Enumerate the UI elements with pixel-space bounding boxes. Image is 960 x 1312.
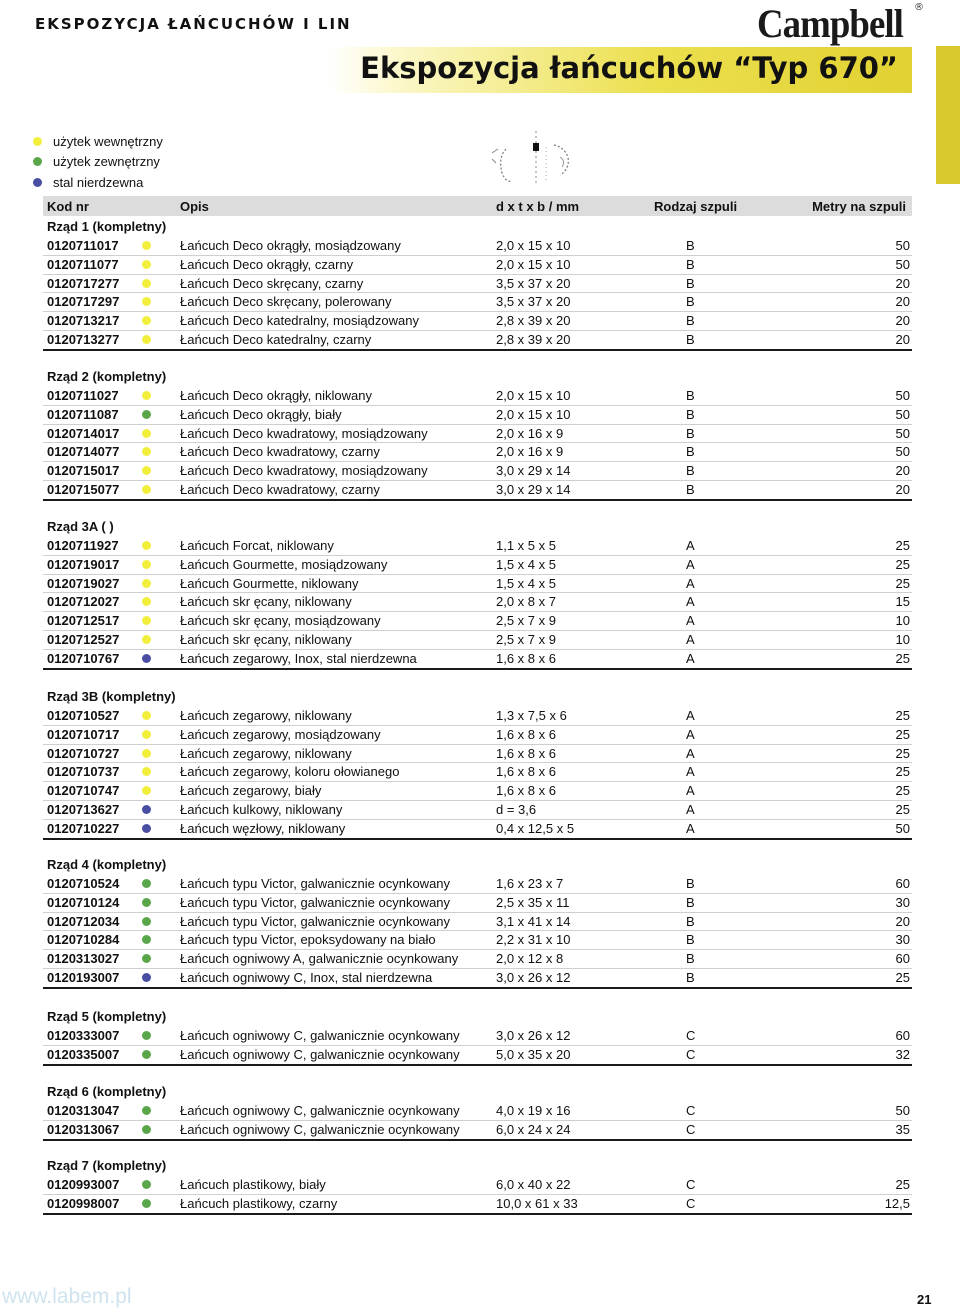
table-row xyxy=(43,405,912,425)
legend-item-stainless xyxy=(33,172,163,193)
indoor-dot-icon xyxy=(142,786,151,795)
spool-type: B xyxy=(686,256,695,272)
product-dimensions: 3,0 x 26 x 12 xyxy=(496,970,571,985)
product-description: Łańcuch zegarowy, mosiądzowany xyxy=(180,726,381,742)
spool-type: B xyxy=(686,313,695,329)
product-dimensions: 3,5 x 37 x 20 xyxy=(496,294,571,310)
product-dimensions: 2,8 x 39 x 20 xyxy=(496,332,571,347)
product-code: 0120313067 xyxy=(47,1121,120,1137)
header-description: Opis xyxy=(180,199,209,214)
product-dimensions: 2,0 x 16 x 9 xyxy=(496,425,564,441)
product-dimensions: 2,0 x 8 x 7 xyxy=(496,594,556,610)
spool-type: B xyxy=(686,444,695,460)
product-dimensions: 2,2 x 31 x 10 xyxy=(496,932,571,948)
meters-per-spool: 20 xyxy=(895,275,910,291)
meters-per-spool: 25 xyxy=(895,1177,910,1192)
meters-per-spool: 60 xyxy=(895,876,910,891)
product-code: 0120717277 xyxy=(47,275,120,291)
product-code: 0120713277 xyxy=(47,332,120,347)
product-dimensions: 2,0 x 15 x 10 xyxy=(496,406,571,422)
product-dimensions: 2,5 x 7 x 9 xyxy=(496,613,556,629)
header-code: Kod nr xyxy=(47,199,89,214)
meters-per-spool: 25 xyxy=(895,650,910,666)
table-row xyxy=(43,968,912,989)
chain-link-diagram-icon xyxy=(484,127,584,189)
spool-type: A xyxy=(686,575,695,591)
legend-item-indoor xyxy=(33,131,163,152)
product-code: 0120710124 xyxy=(47,894,120,910)
product-code: 0120711077 xyxy=(47,256,119,272)
legend-label: użytek zewnętrzny xyxy=(53,154,160,170)
table-row xyxy=(43,1045,912,1066)
product-dimensions: 1,6 x 8 x 6 xyxy=(496,726,556,742)
outdoor-dot-icon xyxy=(142,1031,151,1040)
meters-per-spool: 25 xyxy=(895,970,910,985)
spool-type: B xyxy=(686,294,695,310)
product-code: 0120333007 xyxy=(47,1028,120,1043)
indoor-dot-icon xyxy=(142,447,151,456)
product-code: 0120711027 xyxy=(47,388,119,403)
table-row xyxy=(43,555,912,575)
product-description: Łańcuch Deco skręcany, czarny xyxy=(180,275,364,291)
product-dimensions: 6,0 x 24 x 24 xyxy=(496,1121,571,1137)
table-row xyxy=(43,874,912,894)
product-description: Łańcuch Deco skręcany, polerowany xyxy=(180,294,392,310)
meters-per-spool: 35 xyxy=(895,1121,910,1137)
table-row xyxy=(43,1101,912,1121)
product-description: Łańcuch Deco okrągły, biały xyxy=(180,406,342,422)
product-code: 0120313047 xyxy=(47,1103,120,1118)
spool-type: B xyxy=(686,406,695,422)
meters-per-spool: 50 xyxy=(895,1103,910,1118)
product-dimensions: 1,6 x 8 x 6 xyxy=(496,745,556,761)
spool-type: A xyxy=(686,613,695,629)
table-row xyxy=(43,292,912,312)
product-dimensions: 3,0 x 29 x 14 xyxy=(496,463,571,479)
group-title: Rząd 3B (kompletny) xyxy=(47,689,176,704)
product-code: 0120313027 xyxy=(47,951,120,967)
table-row xyxy=(43,611,912,631)
product-dimensions: 1,5 x 4 x 5 xyxy=(496,556,556,572)
spool-type: A xyxy=(686,802,695,817)
legend-label: użytek wewnętrzny xyxy=(53,133,163,149)
spool-type: C xyxy=(686,1121,696,1137)
product-dimensions: 4,0 x 19 x 16 xyxy=(496,1103,571,1118)
indoor-dot-icon xyxy=(142,316,151,325)
meters-per-spool: 25 xyxy=(895,745,910,761)
spool-type: C xyxy=(686,1028,696,1043)
outdoor-dot-icon xyxy=(142,1180,151,1189)
product-code: 0120712034 xyxy=(47,913,120,929)
indoor-dot-icon xyxy=(142,711,151,720)
outdoor-dot-icon xyxy=(142,917,151,926)
product-code: 0120710767 xyxy=(47,650,120,666)
product-description: Łańcuch Deco okrągły, niklowany xyxy=(180,388,372,403)
product-description: Łańcuch kulkowy, niklowany xyxy=(180,802,343,817)
product-dimensions: 2,0 x 15 x 10 xyxy=(496,388,571,403)
product-code: 0120710284 xyxy=(47,932,120,948)
product-code: 0120715017 xyxy=(47,463,120,479)
product-code: 0120712517 xyxy=(47,613,120,629)
indoor-dot-icon xyxy=(142,485,151,494)
meters-per-spool: 25 xyxy=(895,538,910,553)
spool-type: A xyxy=(686,538,695,553)
product-description: Łańcuch Gourmette, niklowany xyxy=(180,575,359,591)
product-code: 0120710727 xyxy=(47,745,120,761)
product-code: 0120717297 xyxy=(47,294,120,310)
indoor-dot-icon xyxy=(142,749,151,758)
product-dimensions: 1,6 x 23 x 7 xyxy=(496,876,564,891)
product-description: Łańcuch ogniwowy C, galwanicznie ocynkowany xyxy=(180,1046,460,1062)
meters-per-spool: 20 xyxy=(895,463,910,479)
product-dimensions: 2,0 x 15 x 10 xyxy=(496,238,571,253)
product-description: Łańcuch Deco kwadratowy, mosiądzowany xyxy=(180,463,428,479)
product-code: 0120714017 xyxy=(47,425,120,441)
table-row xyxy=(43,255,912,275)
table-row xyxy=(43,574,912,594)
spool-type: B xyxy=(686,275,695,291)
spool-type: A xyxy=(686,764,695,780)
legend xyxy=(33,131,163,193)
meters-per-spool: 10 xyxy=(895,632,910,647)
product-description: Łańcuch Deco okrągły, czarny xyxy=(180,256,354,272)
group-title: Rząd 6 (kompletny) xyxy=(47,1084,167,1099)
indoor-dot-icon xyxy=(142,635,151,644)
indoor-dot-icon xyxy=(142,541,151,550)
spool-type: C xyxy=(686,1195,696,1211)
brand-logo: Campbell xyxy=(757,1,903,46)
product-code: 0120711927 xyxy=(47,538,119,553)
group-title: Rząd 7 (kompletny) xyxy=(47,1158,167,1173)
table-row xyxy=(43,480,912,501)
page-number: 21 xyxy=(917,1292,932,1307)
header-meters: Metry na szpuli xyxy=(812,199,906,214)
table-row xyxy=(43,592,912,612)
indoor-dot-icon xyxy=(142,466,151,475)
product-code: 0120719027 xyxy=(47,575,120,591)
product-description: Łańcuch zegarowy, Inox, stal nierdzewna xyxy=(180,650,417,666)
outdoor-dot-icon xyxy=(142,1050,151,1059)
product-description: Łańcuch Gourmette, mosiądzowany xyxy=(180,556,388,572)
product-description: Łańcuch zegarowy, biały xyxy=(180,783,322,799)
table-row xyxy=(43,706,912,726)
product-dimensions: 1,6 x 8 x 6 xyxy=(496,783,556,799)
meters-per-spool: 10 xyxy=(895,613,910,629)
product-dimensions: 1,1 x 5 x 5 xyxy=(496,538,556,553)
table-row xyxy=(43,949,912,969)
meters-per-spool: 25 xyxy=(895,556,910,572)
product-description: Łańcuch ogniwowy C, galwanicznie ocynkowany xyxy=(180,1103,460,1118)
table-row xyxy=(43,819,912,840)
indoor-dot-icon xyxy=(142,597,151,606)
product-code: 0120711017 xyxy=(47,238,119,253)
meters-per-spool: 32 xyxy=(895,1046,910,1062)
meters-per-spool: 25 xyxy=(895,783,910,799)
meters-per-spool: 50 xyxy=(895,425,910,441)
spool-type: B xyxy=(686,970,695,985)
product-code: 0120710747 xyxy=(47,783,120,799)
spool-type: A xyxy=(686,783,695,799)
product-code: 0120993007 xyxy=(47,1177,120,1192)
stainless-dot-icon xyxy=(142,654,151,663)
product-description: Łańcuch Deco okrągły, mosiądzowany xyxy=(180,238,401,253)
indoor-dot-icon xyxy=(142,391,151,400)
product-dimensions: 3,5 x 37 x 20 xyxy=(496,275,571,291)
product-code: 0120998007 xyxy=(47,1195,120,1211)
product-code: 0120710227 xyxy=(47,820,120,836)
product-code: 0120713217 xyxy=(47,313,120,329)
meters-per-spool: 25 xyxy=(895,764,910,780)
group-title: Rząd 2 (kompletny) xyxy=(47,369,167,384)
table-row xyxy=(43,744,912,764)
spool-type: B xyxy=(686,388,695,403)
product-description: Łańcuch zegarowy, niklowany xyxy=(180,745,352,761)
header-spool-type: Rodzaj szpuli xyxy=(654,199,738,214)
product-dimensions: 1,6 x 8 x 6 xyxy=(496,764,556,780)
meters-per-spool: 50 xyxy=(895,444,910,460)
spool-type: A xyxy=(686,632,695,647)
product-dimensions: 2,0 x 12 x 8 xyxy=(496,951,564,967)
spool-type: A xyxy=(686,556,695,572)
outdoor-dot-icon xyxy=(142,954,151,963)
table-row xyxy=(43,461,912,481)
meters-per-spool: 25 xyxy=(895,708,910,723)
meters-per-spool: 50 xyxy=(895,388,910,403)
indoor-dot-icon xyxy=(142,767,151,776)
product-code: 0120711087 xyxy=(47,406,119,422)
legend-item-outdoor xyxy=(33,152,163,173)
spool-type: B xyxy=(686,482,695,497)
product-description: Łańcuch Deco katedralny, czarny xyxy=(180,332,372,347)
spool-type: B xyxy=(686,463,695,479)
product-description: Łańcuch typu Victor, epoksydowany na biało xyxy=(180,932,436,948)
spool-type: A xyxy=(686,820,695,836)
product-description: Łańcuch ogniwowy C, galwanicznie ocynkowany xyxy=(180,1028,460,1043)
product-dimensions: 10,0 x 61 x 33 xyxy=(496,1195,578,1211)
outdoor-dot-icon xyxy=(33,157,42,166)
product-description: Łańcuch zegarowy, niklowany xyxy=(180,708,352,723)
meters-per-spool: 50 xyxy=(895,238,910,253)
table-row xyxy=(43,912,912,932)
table-row xyxy=(43,236,912,256)
product-dimensions: 3,0 x 26 x 12 xyxy=(496,1028,571,1043)
table-row xyxy=(43,649,912,670)
product-dimensions: 1,5 x 4 x 5 xyxy=(496,575,556,591)
product-description: Łańcuch Deco katedralny, mosiądzowany xyxy=(180,313,419,329)
table-row xyxy=(43,1120,912,1141)
header-dimensions: d x t x b / mm xyxy=(496,199,580,214)
product-dimensions: 5,0 x 35 x 20 xyxy=(496,1046,571,1062)
table-row xyxy=(43,536,912,556)
group-title: Rząd 3A ( ) xyxy=(47,519,114,534)
page-title: Ekspozycja łańcuchów “Typ 670” xyxy=(360,51,898,85)
product-description: Łańcuch ogniwowy C, galwanicznie ocynkowany xyxy=(180,1121,460,1137)
table-row xyxy=(43,725,912,745)
product-description: Łańcuch plastikowy, czarny xyxy=(180,1195,338,1211)
table-row xyxy=(43,800,912,820)
product-dimensions: 2,0 x 15 x 10 xyxy=(496,256,571,272)
indoor-dot-icon xyxy=(142,297,151,306)
indoor-dot-icon xyxy=(142,730,151,739)
product-code: 0120710717 xyxy=(47,726,120,742)
meters-per-spool: 25 xyxy=(895,575,910,591)
table-header xyxy=(43,196,912,216)
spool-type: A xyxy=(686,726,695,742)
product-description: Łańcuch Deco kwadratowy, czarny xyxy=(180,482,380,497)
product-dimensions: 6,0 x 40 x 22 xyxy=(496,1177,571,1192)
product-code: 0120712527 xyxy=(47,632,120,647)
table-row xyxy=(43,781,912,801)
title-banner xyxy=(330,47,912,93)
spool-type: A xyxy=(686,650,695,666)
product-dimensions: d = 3,6 xyxy=(496,802,537,817)
group-title: Rząd 4 (kompletny) xyxy=(47,857,167,872)
registered-mark: ® xyxy=(914,2,924,13)
table-row xyxy=(43,1026,912,1046)
meters-per-spool: 30 xyxy=(895,932,910,948)
meters-per-spool: 20 xyxy=(895,294,910,310)
product-description: Łańcuch typu Victor, galwanicznie ocynkowany xyxy=(180,876,451,891)
product-description: Łańcuch ogniwowy C, Inox, stal nierdzewna xyxy=(180,970,433,985)
product-dimensions: 3,0 x 29 x 14 xyxy=(496,482,571,497)
product-dimensions: 1,6 x 8 x 6 xyxy=(496,650,556,666)
group-title: Rząd 5 (kompletny) xyxy=(47,1009,167,1024)
meters-per-spool: 50 xyxy=(895,820,910,836)
spool-type: B xyxy=(686,932,695,948)
indoor-dot-icon xyxy=(33,137,42,146)
table-row xyxy=(43,930,912,950)
product-code: 0120710524 xyxy=(47,876,120,891)
product-dimensions: 3,1 x 41 x 14 xyxy=(496,913,571,929)
product-description: Łańcuch zegarowy, koloru ołowianego xyxy=(180,764,400,780)
table-row xyxy=(43,330,912,351)
meters-per-spool: 12,5 xyxy=(884,1195,910,1211)
stainless-dot-icon xyxy=(33,178,42,187)
outdoor-dot-icon xyxy=(142,879,151,888)
product-code: 0120710527 xyxy=(47,708,120,723)
meters-per-spool: 20 xyxy=(895,482,910,497)
product-description: Łańcuch Deco kwadratowy, czarny xyxy=(180,444,380,460)
product-dimensions: 2,0 x 16 x 9 xyxy=(496,444,564,460)
legend-label: stal nierdzewna xyxy=(53,174,144,190)
indoor-dot-icon xyxy=(142,560,151,569)
indoor-dot-icon xyxy=(142,616,151,625)
meters-per-spool: 60 xyxy=(895,1028,910,1043)
spool-type: C xyxy=(686,1046,696,1062)
meters-per-spool: 60 xyxy=(895,951,910,967)
product-code: 0120719017 xyxy=(47,556,120,572)
outdoor-dot-icon xyxy=(142,1125,151,1134)
meters-per-spool: 50 xyxy=(895,256,910,272)
meters-per-spool: 15 xyxy=(895,594,910,610)
indoor-dot-icon xyxy=(142,429,151,438)
table-row xyxy=(43,893,912,913)
spool-type: B xyxy=(686,332,695,347)
stainless-dot-icon xyxy=(142,973,151,982)
meters-per-spool: 25 xyxy=(895,726,910,742)
meters-per-spool: 20 xyxy=(895,332,910,347)
table-row xyxy=(43,311,912,331)
outdoor-dot-icon xyxy=(142,1199,151,1208)
meters-per-spool: 20 xyxy=(895,313,910,329)
product-code: 0120714077 xyxy=(47,444,120,460)
spool-type: C xyxy=(686,1103,696,1118)
table-row xyxy=(43,274,912,294)
section-title: EKSPOZYCJA ŁAŃCUCHÓW I LIN xyxy=(35,15,352,33)
product-description: Łańcuch plastikowy, biały xyxy=(180,1177,326,1192)
product-description: Łańcuch skr ęcany, niklowany xyxy=(180,594,352,610)
spool-type: A xyxy=(686,594,695,610)
table-row xyxy=(43,1194,912,1215)
spool-type: B xyxy=(686,876,695,891)
meters-per-spool: 50 xyxy=(895,406,910,422)
product-code: 0120713627 xyxy=(47,802,120,817)
meters-per-spool: 25 xyxy=(895,802,910,817)
product-code: 0120193007 xyxy=(47,970,120,985)
product-description: Łańcuch Deco kwadratowy, mosiądzowany xyxy=(180,425,428,441)
product-description: Łańcuch ogniwowy A, galwanicznie ocynkowany xyxy=(180,951,459,967)
indoor-dot-icon xyxy=(142,579,151,588)
spool-type: B xyxy=(686,951,695,967)
product-dimensions: 2,5 x 35 x 11 xyxy=(496,894,570,910)
outdoor-dot-icon xyxy=(142,935,151,944)
table-row xyxy=(43,630,912,650)
meters-per-spool: 20 xyxy=(895,913,910,929)
spool-type: A xyxy=(686,745,695,761)
table-row xyxy=(43,762,912,782)
outdoor-dot-icon xyxy=(142,898,151,907)
product-description: Łańcuch węzłowy, niklowany xyxy=(180,820,346,836)
outdoor-dot-icon xyxy=(142,1106,151,1115)
indoor-dot-icon xyxy=(142,335,151,344)
spool-type: B xyxy=(686,238,695,253)
side-accent-bar xyxy=(936,46,960,184)
product-description: Łańcuch Forcat, niklowany xyxy=(180,538,334,553)
spool-type: B xyxy=(686,425,695,441)
indoor-dot-icon xyxy=(142,241,151,250)
spool-type: B xyxy=(686,894,695,910)
product-description: Łańcuch skr ęcany, mosiądzowany xyxy=(180,613,381,629)
product-code: 0120715077 xyxy=(47,482,120,497)
indoor-dot-icon xyxy=(142,279,151,288)
stainless-dot-icon xyxy=(142,824,151,833)
product-dimensions: 2,5 x 7 x 9 xyxy=(496,632,556,647)
meters-per-spool: 30 xyxy=(895,894,910,910)
outdoor-dot-icon xyxy=(142,410,151,419)
product-code: 0120710737 xyxy=(47,764,120,780)
product-code: 0120335007 xyxy=(47,1046,120,1062)
table-row xyxy=(43,442,912,462)
product-dimensions: 0,4 x 12,5 x 5 xyxy=(496,820,575,836)
spool-type: A xyxy=(686,708,695,723)
spool-type: C xyxy=(686,1177,696,1192)
table-row xyxy=(43,1175,912,1195)
indoor-dot-icon xyxy=(142,260,151,269)
footer-url[interactable]: www.labem.pl xyxy=(2,1285,132,1308)
product-description: Łańcuch skr ęcany, niklowany xyxy=(180,632,352,647)
stainless-dot-icon xyxy=(142,805,151,814)
product-code: 0120712027 xyxy=(47,594,120,610)
product-dimensions: 2,8 x 39 x 20 xyxy=(496,313,571,329)
table-row xyxy=(43,386,912,406)
product-description: Łańcuch typu Victor, galwanicznie ocynkowany xyxy=(180,894,451,910)
group-title: Rząd 1 (kompletny) xyxy=(47,219,167,234)
product-dimensions: 1,3 x 7,5 x 6 xyxy=(496,708,567,723)
product-description: Łańcuch typu Victor, galwanicznie ocynkowany xyxy=(180,913,451,929)
spool-type: B xyxy=(686,913,695,929)
table-row xyxy=(43,424,912,444)
